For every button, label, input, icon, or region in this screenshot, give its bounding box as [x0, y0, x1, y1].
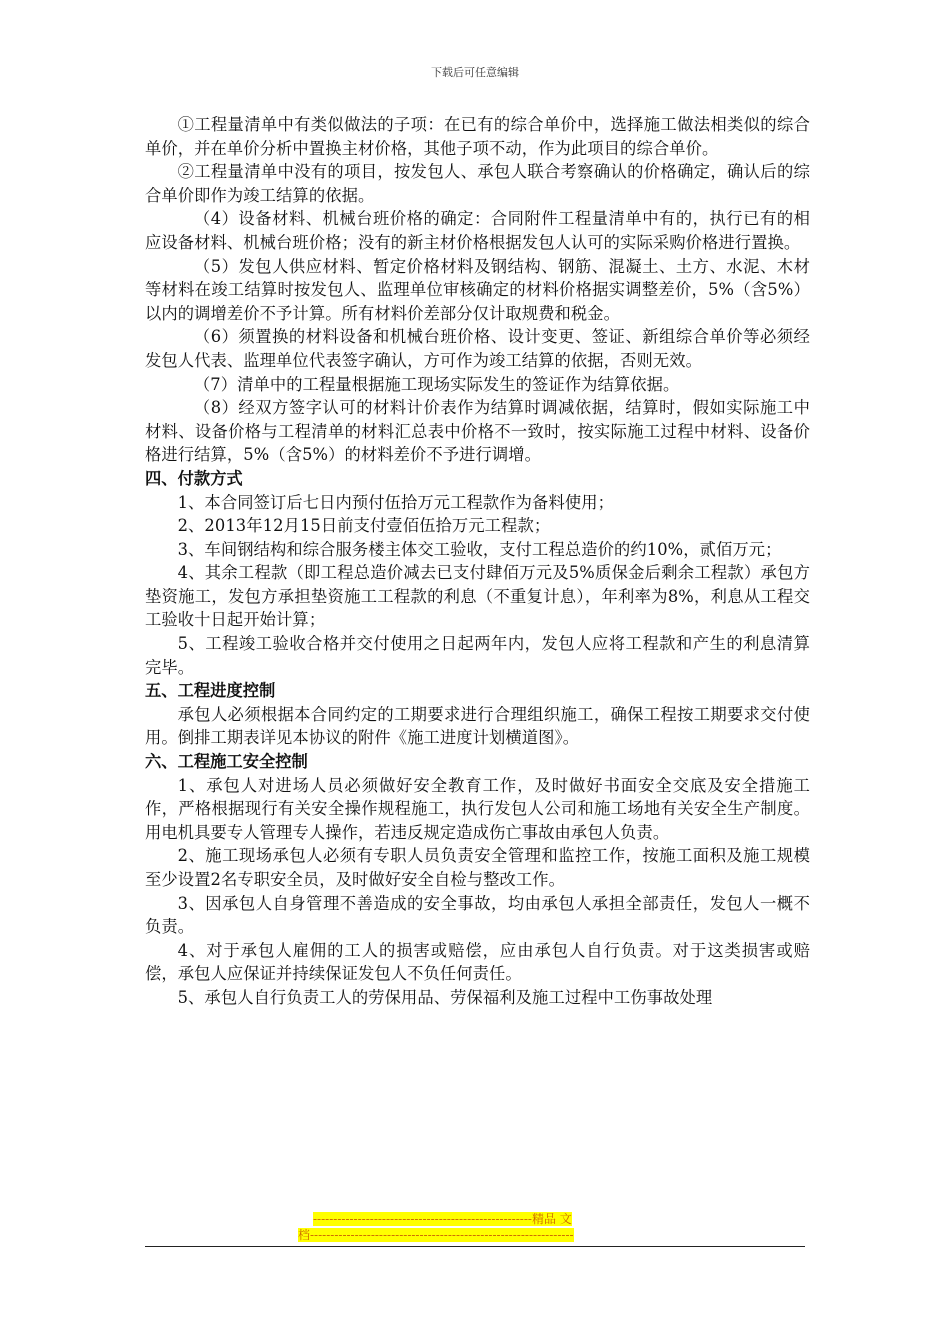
- footer-line: ------------------------------------------------------精品 文: [313, 1212, 572, 1226]
- footer-divider: [145, 1246, 805, 1247]
- list-item: 3、因承包人自身管理不善造成的安全事故，均由承包人承担全部责任，发包人一概不负责。: [145, 893, 810, 937]
- list-item: 5、工程竣工验收合格并交付使用之日起两年内，发包人应将工程款和产生的利息清算完毕。: [145, 634, 810, 677]
- paragraph: （7）清单中的工程量根据施工现场实际发生的签证作为结算依据。: [193, 374, 680, 394]
- paragraph: ①工程量清单中有类似做法的子项：在已有的综合单价中，选择施工做法相类似的综合单价，并在单价分析中置换主材价格，其他子项不动，作为此项目的综合单价。: [145, 115, 810, 158]
- section-heading: 六、工程施工安全控制: [145, 752, 308, 772]
- page-header: 下载后可任意编辑: [431, 66, 519, 79]
- footer-line: 档-----------------------------------------------------------------: [298, 1228, 574, 1242]
- paragraph: ②工程量清单中没有的项目，按发包人、承包人联合考察确认的价格确定，确认后的综合单价即作为竣工结算的依据。: [145, 162, 810, 205]
- list-item: 4、其余工程款（即工程总造价减去已支付肆佰万元及5%质保金后剩余工程款）承包方垫资施工，发包方承担垫资施工工程款的利息（不重复计息），年利率为8%，利息从工程交工验收十日起开始计算；: [145, 563, 810, 630]
- list-item: 5、承包人自行负责工人的劳保用品、劳保福利及施工过程中工伤事故处理: [177, 987, 713, 1007]
- list-item: 2、施工现场承包人必须有专职人员负责安全管理和监控工作，按施工面积及施工规模至少设置2名专职安全员，及时做好安全自检与整改工作。: [145, 846, 810, 889]
- section-heading: 五、工程进度控制: [145, 681, 276, 701]
- list-item: 1、承包人对进场人员必须做好安全教育工作，及时做好书面安全交底及安全措施工作，严格根据现行有关安全操作规程施工，执行发包人公司和施工场地有关安全生产制度。用电机具要专人管理专人操作，若违反规定造成伤亡事故由承包人负责。: [145, 775, 810, 842]
- paragraph: （5）发包人供应材料、暂定价格材料及钢结构、钢筋、混凝土、土方、水泥、木材等材料在竣工结算时按发包人、监理单位审核确定的材料价格据实调整差价，5%（含5%）以内的调增差价不予计算。所有材料价差部分仅计取规费和税金。: [145, 256, 810, 323]
- document-body: [145, 113, 810, 1010]
- section-heading: 四、付款方式: [145, 468, 243, 488]
- list-item: 2、2013年12月15日前支付壹佰伍拾万元工程款；: [177, 516, 551, 536]
- paragraph: 承包人必须根据本合同约定的工期要求进行合理组织施工，确保工程按工期要求交付使用。倒排工期表详见本协议的附件《施工进度计划横道图》。: [145, 704, 810, 748]
- list-item: 4、对于承包人雇佣的工人的损害或赔偿，应由承包人自行负责。对于这类损害或赔偿，承包人应保证并持续保证发包人不负任何责任。: [145, 940, 810, 984]
- list-item: 3、车间钢结构和综合服务楼主体交工验收，支付工程总造价的约10%，贰佰万元；: [177, 539, 782, 559]
- paragraph: （8）经双方签字认可的材料计价表作为结算时调减依据，结算时，假如实际施工中材料、设备价格与工程清单的材料汇总表中价格不一致时，按实际施工过程中材料、设备价格进行结算，5%（含5%）的材料差价不予进行调增。: [145, 398, 810, 465]
- paragraph: （6）须置换的材料设备和机械台班价格、设计变更、签证、新组综合单价等必须经发包人代表、监理单位代表签字确认，方可作为竣工结算的依据，否则无效。: [145, 327, 810, 370]
- page-footer-watermark: [298, 1211, 658, 1243]
- list-item: 1、本合同签订后七日内预付伍拾万元工程款作为备料使用；: [177, 492, 614, 512]
- paragraph: （4）设备材料、机械台班价格的确定：合同附件工程量清单中有的，执行已有的相应设备材料、机械台班价格；没有的新主材价格根据发包人认可的实际采购价格进行置换。: [145, 209, 810, 252]
